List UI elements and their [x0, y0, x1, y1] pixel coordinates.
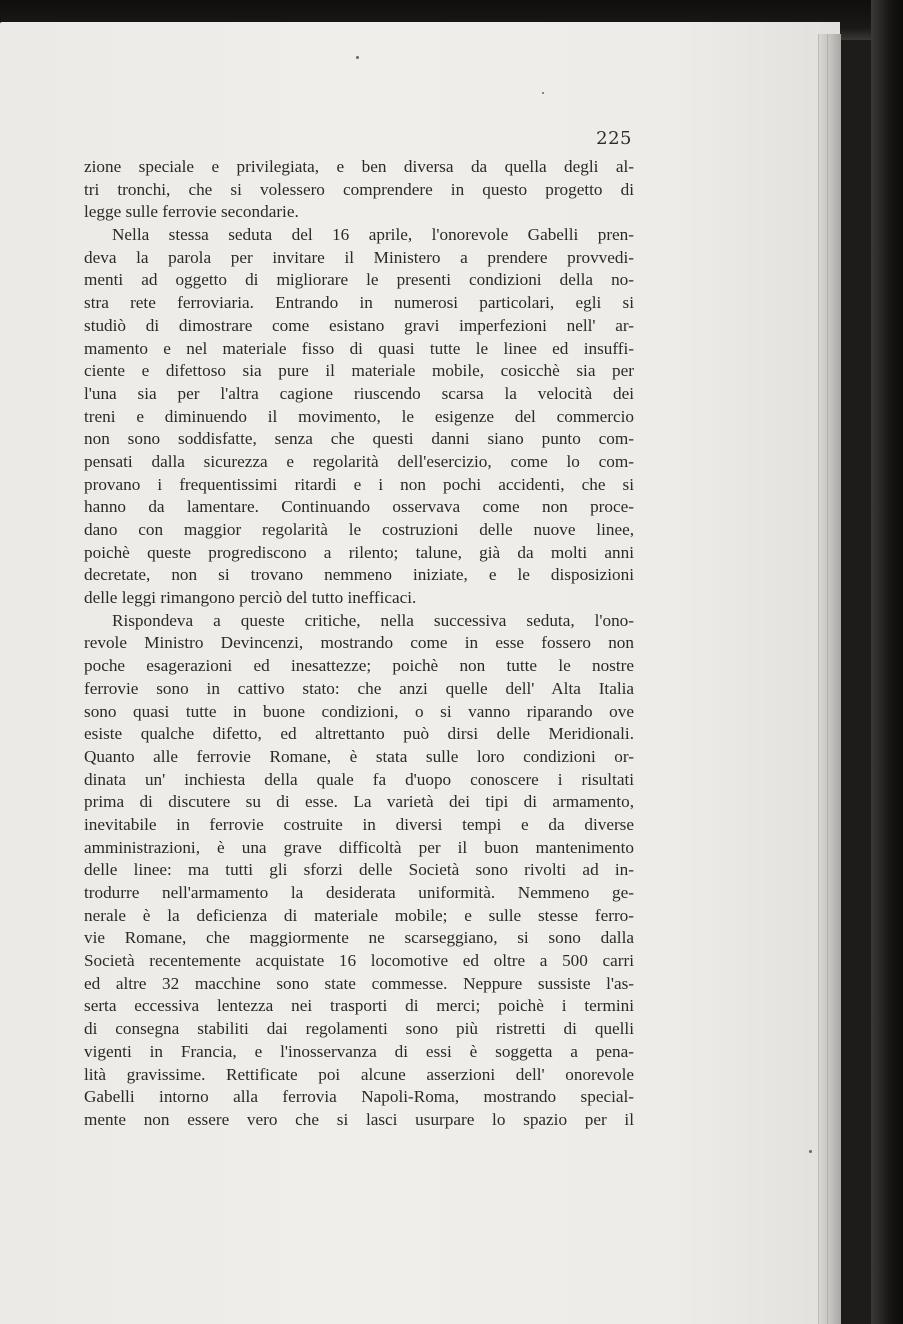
text-line: Società recentemente acquistate 16 locomotive ed oltre a 500 carri	[84, 951, 634, 971]
scanner-border-right	[871, 0, 903, 1324]
dust-speck	[542, 92, 544, 94]
text-line: studiò di dimostrare come esistano gravi imperfezioni nell' ar-	[84, 315, 634, 335]
dust-speck	[809, 1150, 812, 1153]
text-line: mamento e nel materiale fisso di quasi tutte le linee ed insuffi-	[84, 338, 634, 358]
text-line: poichè queste progrediscono a rilento; talune, già da molti anni	[84, 542, 634, 562]
text-line: hanno da lamentare. Continuando osservava come non proce-	[84, 497, 634, 517]
text-line: legge sulle ferrovie secondarie.	[84, 202, 299, 222]
text-line: provano i frequentissimi ritardi e i non pochi accidenti, che si	[84, 474, 634, 494]
text-line: stra rete ferroviaria. Entrando in numerosi particolari, egli si	[84, 293, 634, 313]
text-line: Gabelli intorno alla ferrovia Napoli-Roma, mostrando special-	[84, 1087, 634, 1107]
body-text	[84, 156, 634, 1132]
text-line: dano con maggior regolarità le costruzioni delle nuove linee,	[84, 520, 634, 539]
text-line: dinata un' inchiesta della quale fa d'uopo conoscere i risultati	[84, 769, 634, 789]
text-line: Quanto alle ferrovie Romane, è stata sulle loro condizioni or-	[84, 746, 634, 766]
text-line: non sono soddisfatte, senza che questi danni siano punto com-	[84, 429, 634, 449]
text-line: deva la parola per invitare il Ministero a prendere provvedi-	[84, 247, 634, 267]
text-line: serta eccessiva lentezza nei trasporti di merci; poichè i termini	[84, 996, 634, 1016]
dust-speck	[356, 56, 359, 59]
text-line: ferrovie sono in cattivo stato: che anzi quelle dell' Alta Italia	[84, 678, 634, 698]
text-line: vigenti in Francia, e l'inosservanza di essi è soggetta a pena-	[84, 1041, 634, 1061]
text-line: di consegna stabiliti dai regolamenti sono più ristretti di quelli	[84, 1019, 634, 1039]
text-line: sono quasi tutte in buone condizioni, o si vanno riparando ove	[84, 701, 634, 721]
text-line: amministrazioni, è una grave difficoltà per il buon mantenimento	[84, 837, 634, 857]
text-line: lità gravissime. Rettificate poi alcune asserzioni dell' onorevole	[84, 1064, 634, 1084]
text-line: delle linee: ma tutti gli sforzi delle Società sono rivolti ad in-	[84, 860, 634, 880]
text-line: treni e diminuendo il movimento, le esigenze del commercio	[84, 406, 634, 426]
page-stack-edge	[818, 34, 841, 1324]
text-line: ed altre 32 macchine sono state commesse. Neppure sussiste l'as-	[84, 973, 634, 993]
text-line: esiste qualche difetto, ed altrettanto può dirsi delle Meridionali.	[84, 724, 634, 744]
text-line: menti ad oggetto di migliorare le presenti condizioni della no-	[84, 270, 634, 290]
text-line: Rispondeva a queste critiche, nella successiva seduta, l'ono-	[112, 610, 634, 630]
text-line: trodurre nell'armamento la desiderata uniformità. Nemmeno ge-	[84, 883, 634, 902]
text-line: mente non essere vero che si lasci usurpare lo spazio per il	[84, 1109, 634, 1129]
text-line: poche esagerazioni ed inesattezze; poichè non tutte le nostre	[84, 656, 634, 676]
text-line: pensati dalla sicurezza e regolarità dell'esercizio, come lo com-	[84, 451, 634, 471]
text-line: decretate, non si trovano nemmeno iniziate, e le disposizioni	[84, 565, 634, 585]
text-line: tri tronchi, che si volessero comprendere in questo progetto di	[84, 179, 634, 199]
text-line: prima di discutere su di esse. La varietà dei tipi di armamento,	[84, 792, 634, 812]
text-line: revole Ministro Devincenzi, mostrando come in esse fossero non	[84, 633, 634, 653]
text-line: nerale è la deficienza di materiale mobile; e sulle stesse ferro-	[84, 905, 634, 925]
text-line: zione speciale e privilegiata, e ben diversa da quella degli al-	[84, 157, 634, 176]
text-line: l'una sia per l'altra cagione riuscendo scarsa la velocità dei	[84, 383, 634, 403]
text-line: delle leggi rimangono perciò del tutto inefficaci.	[84, 588, 417, 608]
text-line: ciente e difettoso sia pure il materiale mobile, cosicchè sia per	[84, 361, 634, 381]
page-number: 225	[596, 128, 632, 149]
text-line: Nella stessa seduta del 16 aprile, l'onorevole Gabelli pren-	[112, 225, 634, 245]
text-line: vie Romane, che maggiormente ne scarseggiano, si sono dalla	[84, 928, 634, 948]
text-line: inevitabile in ferrovie costruite in diversi tempi e da diverse	[84, 814, 634, 834]
